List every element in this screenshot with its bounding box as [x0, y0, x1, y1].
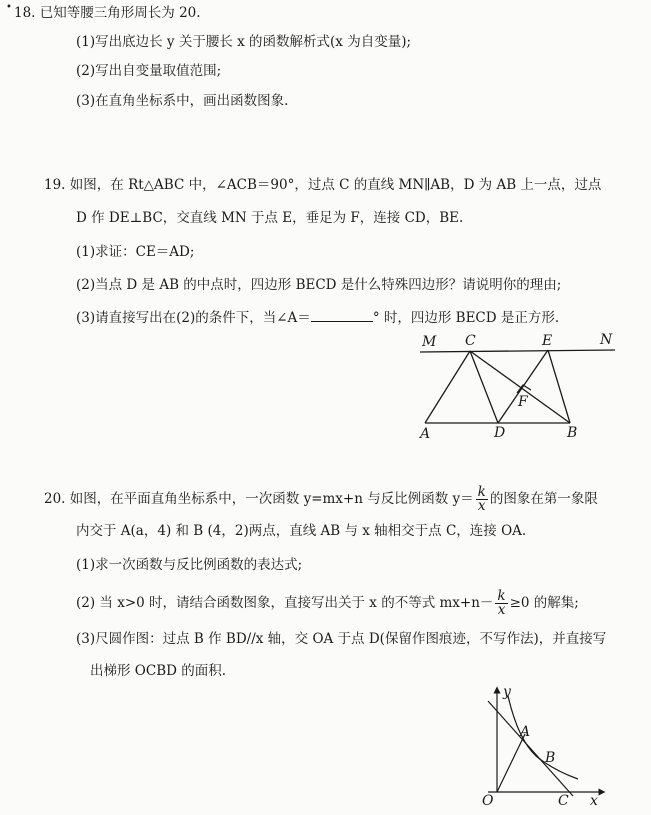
segment-cb — [470, 351, 570, 423]
label-n: N — [600, 332, 613, 348]
label-a: A — [520, 724, 531, 740]
line-ab — [488, 701, 573, 796]
question-number: 20. — [44, 491, 66, 507]
fraction-k-over-x: $\frac{k}{x}$ — [477, 484, 486, 514]
question-marker: • — [6, 2, 12, 13]
q20-stem-line-2: 内交于 A(a，4) 和 B (4，2)两点，直线 AB 与 x 轴相交于点 C，连接 OA. — [76, 523, 527, 539]
q18-part-2: (2)写出自变量取值范围; — [76, 63, 222, 79]
line-mn — [420, 350, 615, 352]
q19-geometry-figure — [410, 330, 630, 440]
label-b: B — [567, 425, 578, 440]
q19-stem-line-1 — [44, 176, 601, 194]
q20-coordinate-figure — [478, 684, 608, 812]
label-m: M — [422, 334, 437, 350]
q20-part-3-line-1: (3)尺圆作图：过点 B 作 BD//x 轴，交 OA 于点 D(保留作图痕迹，不写作法)，并直接写 — [76, 631, 607, 647]
label-e: E — [542, 333, 553, 349]
q19-part-1: (1)求证：CE＝AD; — [76, 244, 195, 260]
q20-part-2-text-end: ≥0 的解集; — [509, 595, 579, 611]
q19-part-3 — [76, 309, 559, 327]
q19-part-2: (2)当点 D 是 AB 的中点时，四边形 BECD 是什么特殊四边形？请说明你的理由; — [76, 277, 562, 293]
question-text: 如图，在 Rt△ABC 中，∠ACB＝90°，过点 C 的直线 MN∥AB，D 为 AB 上一点，过点 — [69, 177, 602, 193]
q19-part-3-text: (3)请直接写出在(2)的条件下，当∠A＝ — [76, 310, 311, 326]
q20-part-1: (1)求一次函数与反比例函数的表达式; — [76, 557, 303, 573]
label-c: C — [558, 793, 569, 809]
label-o: O — [482, 793, 494, 809]
question-number: 19. — [44, 177, 66, 193]
label-a: A — [420, 426, 431, 440]
label-x: x — [590, 793, 598, 809]
label-c: C — [465, 333, 476, 349]
q20-part-2 — [76, 590, 579, 617]
question-text: 如图，在平面直角坐标系中，一次函数 y=mx+n 与反比例函数 y＝ — [69, 491, 474, 507]
segment-de — [498, 350, 548, 423]
label-b: B — [545, 750, 556, 766]
q20-stem-line-1 — [44, 486, 598, 513]
segment-ca — [425, 351, 470, 423]
q19-stem-line-2: D 作 DE⊥BC，交直线 MN 于点 E，垂足为 F，连接 CD，BE. — [76, 210, 464, 226]
question-text: 已知等腰三角形周长为 20. — [39, 5, 201, 21]
q19-part-3-text-end: ° 时，四边形 BECD 是正方形. — [372, 310, 560, 326]
hyperbola-curve — [508, 696, 578, 779]
q18-part-1: (1)写出底边长 y 关于腰长 x 的函数解析式(x 为自变量); — [76, 34, 412, 50]
question-text-end: 的图象在第一象限 — [489, 491, 598, 507]
q20-part-2-text: (2) 当 x>0 时，请结合函数图象，直接写出关于 x 的不等式 mx+n－ — [76, 595, 494, 611]
q20-part-3-line-2: 出梯形 OCBD 的面积. — [90, 663, 227, 679]
fraction-k-over-x: $\frac{k}{x}$ — [497, 588, 506, 618]
label-d: D — [494, 425, 506, 440]
question-number: 18. — [14, 5, 36, 21]
label-f: F — [518, 394, 528, 410]
segment-be — [548, 350, 570, 423]
segment-oa — [497, 734, 525, 792]
label-y: y — [503, 684, 511, 700]
answer-blank[interactable] — [311, 309, 373, 322]
q18-part-3: (3)在直角坐标系中，画出函数图象. — [76, 93, 289, 109]
question-18-stem — [14, 4, 201, 22]
